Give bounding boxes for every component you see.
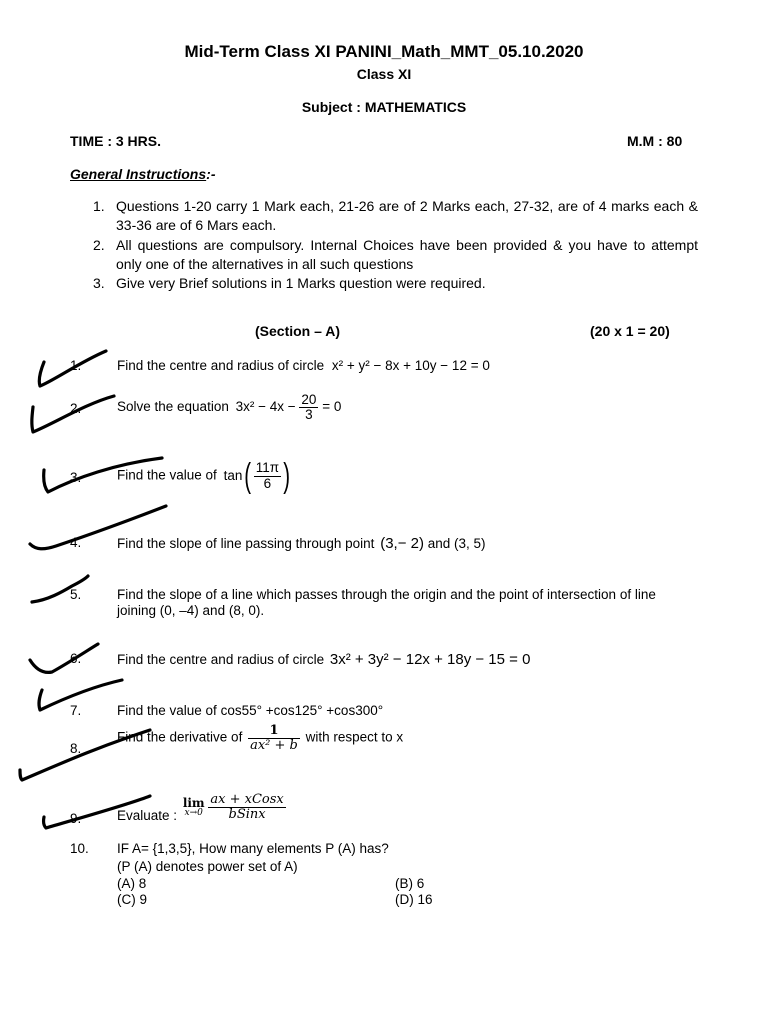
question-number: 10.	[70, 841, 89, 856]
question-text: Find the derivative of	[117, 729, 243, 745]
instruction-number: 3.	[93, 275, 105, 291]
class-label: Class XI	[356, 66, 412, 82]
equation-part: = 0	[322, 399, 342, 415]
right-paren: )	[283, 457, 291, 495]
question-8	[117, 724, 403, 752]
option-b: (B) 6	[395, 876, 425, 891]
question-4	[117, 535, 486, 552]
question-number: 7.	[70, 703, 82, 718]
question-number: 2.	[70, 401, 82, 416]
instructions-heading-text: General Instructions	[70, 166, 207, 182]
fraction-denominator: 3	[305, 407, 313, 423]
fraction	[248, 724, 300, 752]
fraction	[208, 793, 285, 821]
instruction-text: Questions 1-20 carry 1 Mark each, 21-26 are of 2 Marks each, 27-32, are of 4 marks each & 33-36 are of 6 Mars each.	[116, 198, 698, 233]
instruction-number: 2.	[93, 237, 105, 253]
equation-part: 3x² − 4x −	[235, 399, 296, 415]
circle-equation: x² + y² − 8x + 10y − 12 = 0	[331, 358, 490, 373]
question-text: Find the slope of line passing through point	[117, 536, 375, 551]
question-number: 5.	[70, 587, 82, 602]
limit-operator	[183, 797, 205, 818]
option-d: (D) 16	[395, 892, 433, 907]
instruction-item	[93, 274, 698, 293]
instruction-text: All questions are compulsory. Internal Choices have been provided & you have to attempt only one of the alternatives in all such questions	[116, 237, 698, 272]
fraction	[254, 461, 281, 490]
question-number: 9.	[70, 811, 82, 826]
question-number: 4.	[70, 535, 82, 550]
question-text: Find the value of	[117, 467, 217, 483]
point-coordinates: (3,− 2)	[380, 535, 424, 552]
instruction-number: 1.	[93, 198, 105, 214]
question-5: Find the slope of a line which passes through the origin and the point of intersection of line joining (0, –4) and (8, 0).	[117, 587, 656, 618]
question-3	[117, 459, 292, 493]
question-2	[117, 393, 341, 422]
time-label: TIME : 3 HRS.	[70, 133, 162, 149]
instruction-text: Give very Brief solutions in 1 Marks question were required.	[116, 275, 486, 291]
instructions-heading	[70, 166, 215, 182]
question-number: 8.	[70, 741, 82, 756]
question-number: 6.	[70, 651, 82, 666]
fraction	[299, 393, 318, 422]
option-c: (C) 9	[117, 892, 147, 907]
question-number: 1.	[70, 358, 82, 373]
fraction-numerator: 11π	[255, 460, 280, 476]
tan-function: tan	[223, 467, 243, 483]
question-9	[117, 792, 286, 824]
question-text-continued: with respect to x	[305, 729, 404, 745]
instructions-heading-suffix: :-	[206, 166, 216, 182]
max-marks-label: M.M : 80	[627, 133, 683, 149]
circle-equation: 3x² + 3y² − 12x + 18y − 15 = 0	[329, 651, 531, 668]
exam-title: Mid-Term Class XI PANINI_Math_MMT_05.10.2020	[184, 42, 584, 61]
question-text: Solve the equation	[117, 399, 229, 415]
question-10: IF A= {1,3,5}, How many elements P (A) has?	[117, 841, 389, 856]
fraction-denominator: 6	[263, 475, 272, 491]
question-6	[117, 651, 530, 668]
fraction-denominator: bSinx	[228, 806, 266, 822]
option-a: (A) 8	[117, 876, 147, 891]
fraction-denominator: ax² + b	[250, 737, 298, 753]
question-text: Evaluate :	[117, 808, 178, 824]
question-text: Find the centre and radius of circle	[117, 652, 325, 667]
question-1	[117, 358, 490, 373]
section-marks: (20 x 1 = 20)	[590, 323, 670, 339]
instruction-item	[93, 236, 698, 274]
subject-heading: Subject : MATHEMATICS	[301, 99, 467, 115]
section-title: (Section – A)	[255, 323, 341, 339]
question-note: (P (A) denotes power set of A)	[117, 859, 298, 874]
fraction-numerator: ax + xCosx	[210, 792, 284, 807]
limit-label: lim	[182, 795, 205, 810]
limit-subscript: x→0	[184, 807, 203, 818]
tick-mark-q6	[30, 644, 98, 672]
left-paren: (	[244, 457, 252, 495]
question-number: 3.	[70, 470, 82, 485]
fraction-numerator: 20	[301, 392, 317, 407]
fraction-numerator: 1	[248, 724, 300, 739]
instruction-item	[93, 197, 698, 235]
question-text: Find the centre and radius of circle	[117, 358, 325, 373]
question-7: Find the value of cos55° +cos125° +cos300°	[117, 703, 384, 718]
question-text-continued: and (3, 5)	[427, 536, 486, 551]
